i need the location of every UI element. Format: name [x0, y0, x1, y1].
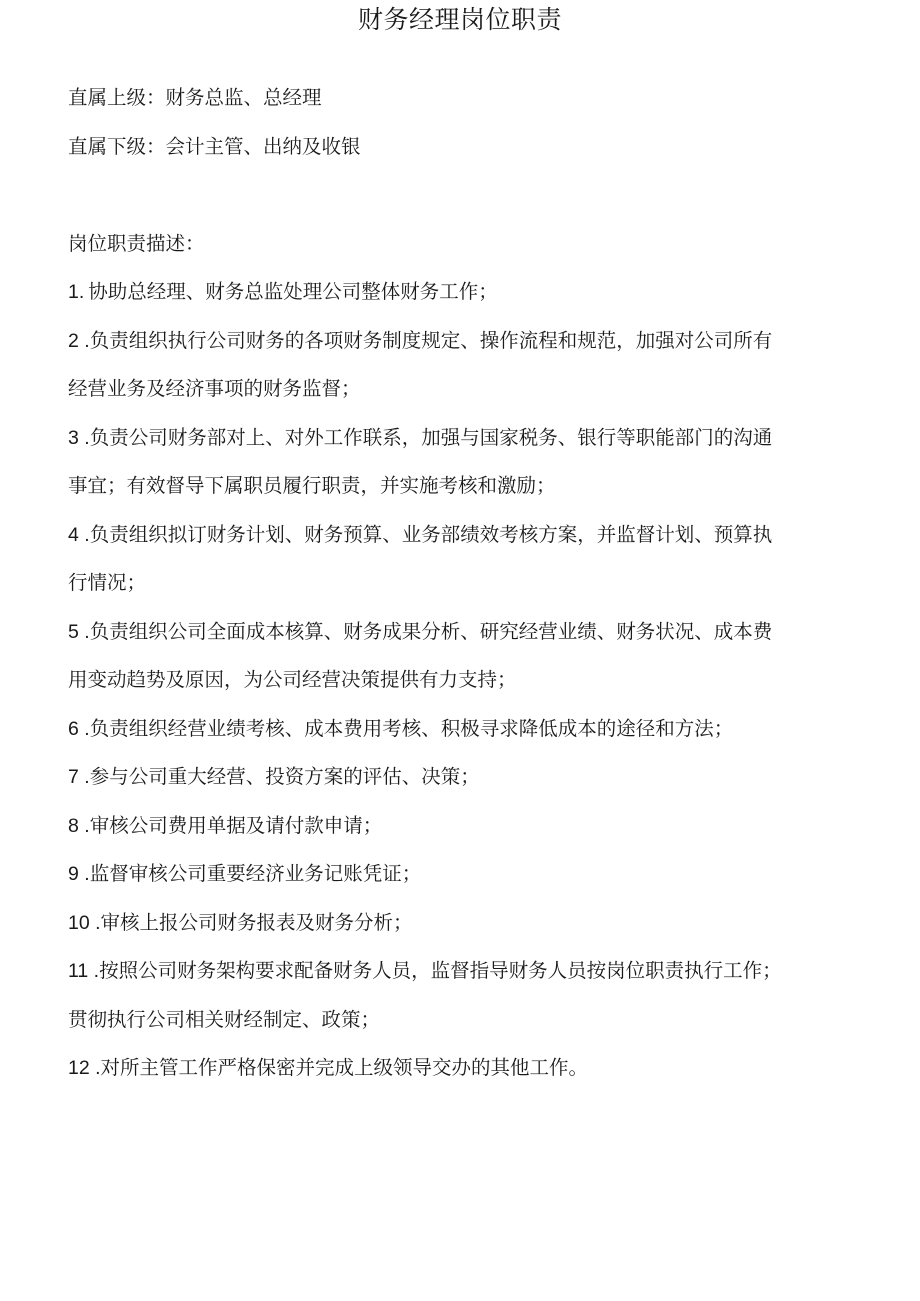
item-text: 负责组织执行公司财务的各项财务制度规定、操作流程和规范，加强对公司所有	[89, 328, 773, 352]
item-number: 2 .	[68, 329, 90, 352]
item-number: 6 .	[68, 717, 90, 740]
item-number: 8 .	[68, 814, 90, 837]
item-text-continued: 经营业务及经济事项的财务监督；	[68, 377, 361, 400]
item-text-continued: 行情况；	[68, 571, 147, 594]
item-text-continued: 贯彻执行公司相关财经制定、政策；	[68, 1007, 381, 1031]
spacer	[68, 171, 858, 220]
list-item	[68, 753, 858, 802]
item-text: 协助总经理、财务总监处理公司整体财务工作；	[88, 280, 498, 303]
item-number: 11 .	[68, 960, 100, 982]
item-number: 3 .	[68, 426, 90, 449]
item-text: 监督审核公司重要经济业务记账凭证；	[89, 862, 422, 885]
item-text: 审核上报公司财务报表及财务分析；	[100, 910, 413, 934]
list-item	[68, 511, 858, 608]
item-text: 负责组织公司全面成本核算、财务成果分析、研究经营业绩、财务状况、成本费	[89, 619, 773, 643]
section-heading: 岗位职责描述：	[68, 231, 205, 255]
item-text-continued: 事宜；有效督导下属职员履行职责，并实施考核和激励；	[68, 474, 556, 497]
item-number: 1.	[68, 281, 85, 303]
item-text: 按照公司财务架构要求配备财务人员，监督指导财务人员按岗位职责执行工作；	[99, 959, 782, 982]
list-item	[68, 414, 858, 511]
duty-list	[68, 268, 858, 1093]
item-text: 负责组织拟订财务计划、财务预算、业务部绩效考核方案，并监督计划、预算执	[89, 522, 773, 546]
list-item	[68, 705, 858, 754]
item-number: 10 .	[68, 911, 101, 934]
list-item	[68, 608, 858, 705]
list-item	[68, 317, 858, 414]
list-item	[68, 947, 858, 1044]
list-item	[68, 268, 858, 317]
item-number: 4 .	[68, 523, 90, 546]
item-text-continued: 用变动趋势及原因，为公司经营决策提供有力支持；	[68, 668, 517, 691]
document-body	[68, 74, 858, 1093]
subordinate-line: 直属下级：会计主管、出纳及收银	[68, 134, 361, 158]
item-text: 对所主管工作严格保密并完成上级领导交办的其他工作。	[100, 1056, 589, 1079]
item-text: 负责公司财务部对上、对外工作联系，加强与国家税务、银行等职能部门的沟通	[89, 425, 773, 449]
item-text: 审核公司费用单据及请付款申请；	[89, 813, 383, 837]
list-item	[68, 850, 858, 899]
item-number: 7 .	[68, 766, 90, 788]
list-item	[68, 802, 858, 851]
item-text: 负责组织经营业绩考核、成本费用考核、积极寻求降低成本的途径和方法；	[89, 716, 734, 740]
item-number: 9 .	[68, 863, 90, 885]
superior-line: 直属上级：财务总监、总经理	[68, 86, 322, 109]
item-text: 参与公司重大经营、投资方案的评估、决策；	[89, 765, 480, 788]
item-number: 5 .	[68, 620, 90, 643]
list-item	[68, 1044, 858, 1093]
item-number: 12 .	[68, 1057, 101, 1079]
document-title: 财务经理岗位职责	[357, 5, 562, 34]
list-item	[68, 899, 858, 948]
